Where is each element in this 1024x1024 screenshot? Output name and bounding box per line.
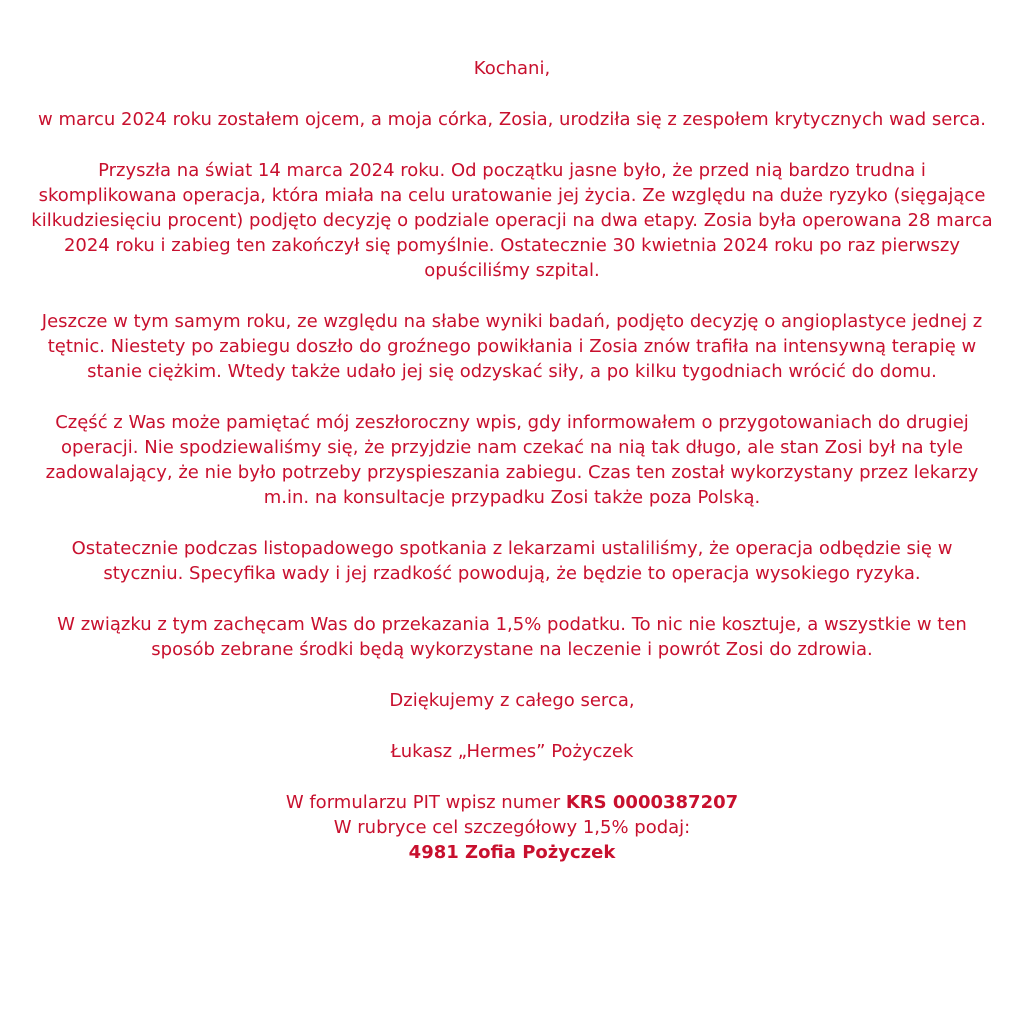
paragraph-tax-appeal: W związku z tym zachęcam Was do przekazania 1,5% podatku. To nic nie kosztuje, a wszystkie w ten sposób zebrane środki będą wykorzystane na leczenie i powrót Zosi do zdrowia. — [57, 614, 967, 660]
paragraph-angioplasty: Jeszcze w tym samym roku, ze względu na słabe wyniki badań, podjęto decyzję o angioplastyce jednej z tętnic. Niestety po zabiegu doszło do groźnego powikłania i Zosia znów trafiła na intensywną terapię w stanie ciężkim. Wtedy także udało jej się odzyskać siły, a po kilku tygodniach wrócić do domu. — [41, 311, 983, 382]
pit-instructions — [30, 790, 994, 865]
closing: Dziękujemy z całego serca, — [389, 690, 635, 711]
paragraph-second-operation-prep: Część z Was może pamiętać mój zeszłoroczny wpis, gdy informowałem o przygotowaniach do drugiej operacji. Nie spodziewaliśmy się, że przyjdzie nam czekać na nią tak długo, ale stan Zosi był na tyle zadowalający, że nie było potrzeby przyspieszania zabiegu. Czas ten został wykorzystany przez lekarzy m.in. na konsultacje przypadku Zosi także poza Polską. — [45, 412, 979, 508]
signature: Łukasz „Hermes” Pożyczek — [390, 741, 634, 762]
paragraph-first-operation: Przyszła na świat 14 marca 2024 roku. Od początku jasne było, że przed nią bardzo trudna i skomplikowana operacja, która miała na celu uratowanie jej życia. Ze względu na duże ryzyko (sięgające kilkudziesięciu procent) podjęto decyzję o podziale operacji na dwa etapy. Zosia była operowana 28 marca 2024 roku i zabieg ten zakończył się pomyślnie. Ostatecznie 30 kwietnia 2024 roku po raz pierwszy opuściliśmy szpital. — [31, 160, 993, 281]
paragraph-operation-date: Ostatecznie podczas listopadowego spotkania z lekarzami ustaliliśmy, że operacja odbędzie się w styczniu. Specyfika wady i jej rzadkość powodują, że będzie to operacja wysokiego ryzyka. — [71, 538, 953, 584]
greeting: Kochani, — [473, 58, 551, 79]
pit-target-label: W rubryce cel szczegółowy 1,5% podaj: — [333, 817, 691, 838]
krs-number: KRS 0000387207 — [565, 792, 739, 813]
paragraph-birth-announcement: w marcu 2024 roku zostałem ojcem, a moja córka, Zosia, urodziła się z zespołem krytycznych wad serca. — [38, 109, 986, 130]
letter — [0, 56, 1024, 865]
pit-target-value: 4981 Zofia Pożyczek — [408, 842, 616, 863]
pit-line-prefix: W formularzu PIT wpisz numer — [285, 792, 566, 813]
